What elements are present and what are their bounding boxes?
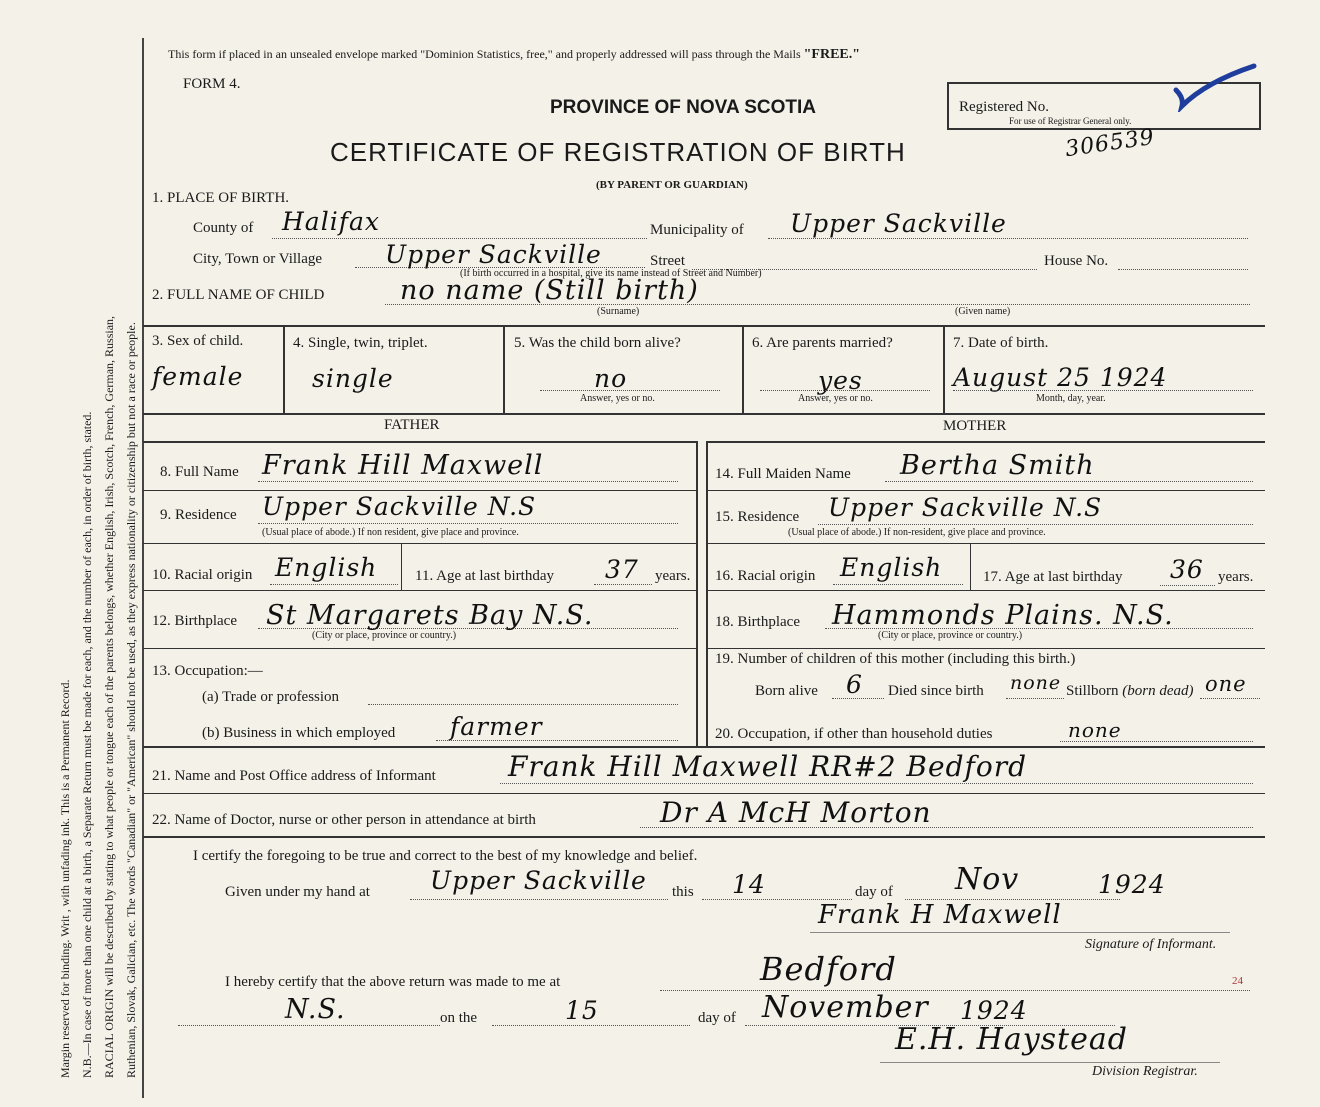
- father-birthplace-label: 12. Birthplace: [152, 613, 237, 629]
- date-of-birth-value: August 25 1924: [953, 363, 1168, 392]
- registrar-statement: I hereby certify that the above return was made to me at: [225, 974, 561, 990]
- street-label: Street: [650, 253, 685, 269]
- registrar-day-value: 15: [565, 996, 599, 1025]
- municipality-label: Municipality of: [650, 222, 744, 238]
- mother-birthplace-label: 18. Birthplace: [715, 614, 800, 630]
- father-age-value: 37: [605, 555, 639, 584]
- mother-children-label: 19. Number of children of this mother (including this birth.): [715, 651, 1076, 667]
- registrar-signature: E.H. Haystead: [895, 1022, 1128, 1057]
- margin-note-racial-origin-cont: Ruthenian, Slovak, Galician, etc. The words "Canadian" or "American" should not be used, as they express nationality or citizenship but not a race or people.: [124, 322, 138, 1078]
- municipality-value: Upper Sackville: [790, 209, 1007, 238]
- father-residence-label: 9. Residence: [160, 507, 237, 523]
- mother-heading: MOTHER: [943, 418, 1007, 434]
- sex-label: 3. Sex of child.: [152, 333, 244, 349]
- document-subtitle: (BY PARENT OR GUARDIAN): [596, 179, 748, 191]
- mother-name-label: 14. Full Maiden Name: [715, 466, 851, 482]
- registered-label: Registered No.: [959, 99, 1049, 115]
- margin-note-binding: Margin reserved for binding. Writ , with unfading ink. This is a Permanent Record.: [58, 679, 72, 1078]
- informant-value: Frank Hill Maxwell RR#2 Bedford: [508, 750, 1028, 783]
- died-since-birth-label: Died since birth: [888, 683, 984, 699]
- informant-signature-label: Signature of Informant.: [1085, 937, 1217, 952]
- registrar-year-value: 1924: [960, 996, 1028, 1025]
- margin-note-racial-origin: RACIAL ORIGIN will be described by stating to what people or tongue each of the parents belongs, whether English, Irish, Scotch, French, German, Russian,: [102, 315, 116, 1078]
- mother-birthplace-value: Hammonds Plains. N.S.: [832, 600, 1174, 631]
- stillborn-note: (born dead): [1122, 683, 1194, 699]
- registrar-month-value: November: [762, 990, 929, 1025]
- hospital-note: (If birth occurred in a hospital, give its name instead of Street and Number): [460, 268, 762, 279]
- on-the-label: on the: [440, 1010, 478, 1026]
- city-label: City, Town or Village: [193, 251, 323, 267]
- mother-racial-label: 16. Racial origin: [715, 568, 816, 584]
- father-trade-label: (a) Trade or profession: [202, 689, 340, 705]
- father-age-label: 11. Age at last birthday: [415, 568, 554, 584]
- child-name-value: no name (Still birth): [400, 275, 699, 306]
- mother-racial-value: English: [840, 553, 943, 582]
- parents-married-note: Answer, yes or no.: [798, 393, 873, 404]
- certification-statement: I certify the foregoing to be true and correct to the best of my knowledge and belief.: [193, 848, 698, 864]
- born-alive-label: 5. Was the child born alive?: [514, 335, 681, 351]
- mother-occupation-value: none: [1068, 718, 1122, 742]
- parents-married-label: 6. Are parents married?: [752, 335, 893, 351]
- registered-number: 306539: [1063, 124, 1157, 163]
- doctor-label: 22. Name of Doctor, nurse or other person in attendance at birth: [152, 812, 536, 828]
- house-number-label: House No.: [1044, 253, 1109, 269]
- father-heading: FATHER: [384, 417, 440, 433]
- father-racial-label: 10. Racial origin: [152, 567, 253, 583]
- binding-margin-line: [142, 38, 144, 1098]
- father-birthplace-note: (City or place, province or country.): [312, 630, 457, 641]
- father-birthplace-value: St Margarets Bay N.S.: [266, 600, 594, 631]
- day-of-label: day of: [855, 884, 893, 900]
- mother-residence-note: (Usual place of abode.) If non-resident, give place and province.: [788, 527, 1046, 538]
- child-name-label: 2. FULL NAME OF CHILD: [152, 287, 325, 303]
- father-name-value: Frank Hill Maxwell: [262, 450, 544, 481]
- registrar-place-value: Bedford: [760, 950, 897, 988]
- informant-signature: Frank H Maxwell: [818, 900, 1062, 930]
- given-name-note: (Given name): [955, 306, 1011, 317]
- mother-age-value: 36: [1170, 555, 1204, 584]
- given-day-value: 14: [732, 870, 766, 899]
- mother-occupation-label: 20. Occupation, if other than household duties: [715, 726, 993, 742]
- parents-married-value: yes: [818, 366, 863, 395]
- father-residence-note: (Usual place of abode.) If non resident, give place and province.: [262, 527, 519, 538]
- mother-years-label: years.: [1218, 569, 1254, 585]
- given-year-value: 1924: [1098, 870, 1166, 899]
- registered-note: For use of Registrar General only.: [1009, 116, 1132, 126]
- county-label: County of: [193, 220, 254, 236]
- date-of-birth-label: 7. Date of birth.: [953, 335, 1049, 351]
- registrar-title: Division Registrar.: [1092, 1064, 1198, 1079]
- sex-value: female: [152, 362, 244, 391]
- date-of-birth-note: Month, day, year.: [1036, 393, 1106, 404]
- registrar-place-line2: N.S.: [285, 994, 346, 1025]
- father-name-label: 8. Full Name: [160, 464, 239, 480]
- mother-residence-label: 15. Residence: [715, 509, 800, 525]
- city-value: Upper Sackville: [385, 240, 602, 269]
- stillborn-label: Stillborn (born dead): [1066, 683, 1194, 699]
- died-since-birth-value: none: [1010, 672, 1062, 694]
- doctor-value: Dr A McH Morton: [660, 796, 932, 829]
- document-title: CERTIFICATE OF REGISTRATION OF BIRTH: [330, 137, 906, 167]
- father-occupation-label: 13. Occupation:—: [152, 663, 263, 679]
- this-label: this: [672, 884, 694, 900]
- place-of-birth-heading: 1. PLACE OF BIRTH.: [152, 190, 290, 206]
- mail-note: This form if placed in an unsealed envelope marked "Dominion Statistics, free," and properly addressed will pass through the Mails "FREE.": [168, 47, 861, 62]
- father-racial-value: English: [275, 553, 378, 582]
- given-under-label: Given under my hand at: [225, 884, 370, 900]
- surname-note: (Surname): [597, 306, 640, 317]
- registrar-day-of-label: day of: [698, 1010, 736, 1026]
- province-heading: PROVINCE OF NOVA SCOTIA: [550, 97, 817, 118]
- born-alive-count-value: 6: [846, 670, 863, 699]
- county-value: Halifax: [282, 207, 380, 236]
- mother-age-label: 17. Age at last birthday: [983, 569, 1123, 585]
- father-years-label: years.: [655, 568, 691, 584]
- father-business-value: farmer: [450, 712, 543, 741]
- margin-note-multiple-births: N.B.—In case of more than one child at a birth, a Separate Return must be made for each, and the number of each, in order of birth, stated.: [80, 411, 94, 1078]
- mother-name-value: Bertha Smith: [900, 450, 1095, 481]
- checkmark-icon: [1170, 62, 1260, 112]
- father-residence-value: Upper Sackville N.S: [262, 492, 537, 521]
- informant-label: 21. Name and Post Office address of Informant: [152, 768, 436, 784]
- born-alive-count-label: Born alive: [755, 683, 818, 699]
- form-number: FORM 4.: [183, 76, 241, 92]
- mother-birthplace-note: (City or place, province or country.): [878, 630, 1023, 641]
- given-month-value: Nov: [955, 862, 1020, 897]
- plurality-label: 4. Single, twin, triplet.: [293, 335, 428, 351]
- registrar-year-mark: 24: [1232, 975, 1243, 987]
- given-place-value: Upper Sackville: [430, 866, 647, 895]
- stillborn-value: one: [1205, 672, 1247, 696]
- born-alive-value: no: [594, 364, 628, 393]
- mother-residence-value: Upper Sackville N.S: [828, 493, 1103, 522]
- plurality-value: single: [312, 364, 394, 393]
- father-business-label: (b) Business in which employed: [202, 725, 396, 741]
- born-alive-note: Answer, yes or no.: [580, 393, 655, 404]
